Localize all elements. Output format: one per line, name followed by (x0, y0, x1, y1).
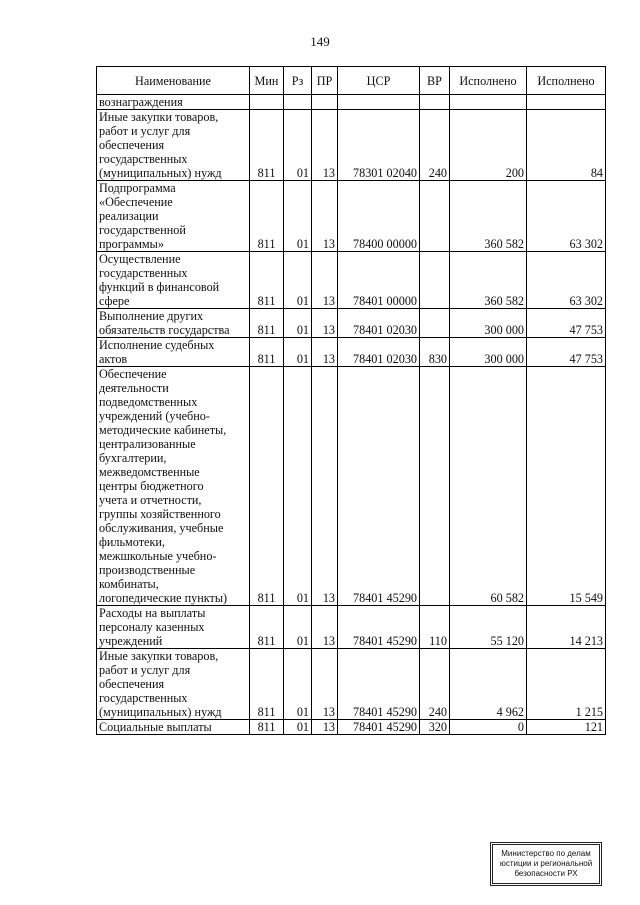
cell-exec2: 84 (527, 110, 606, 181)
table-row (97, 606, 606, 649)
cell-exec2: 14 213 (527, 606, 606, 649)
cell-pr: 13 (312, 110, 338, 181)
header-rz: Рз (284, 67, 312, 95)
cell-rz: 01 (284, 252, 312, 309)
cell-exec2: 121 (527, 720, 606, 735)
cell-csr (338, 95, 420, 110)
cell-pr: 13 (312, 367, 338, 606)
cell-csr: 78401 02030 (338, 309, 420, 338)
cell-name: Исполнение судебных актов (97, 338, 250, 367)
cell-vr (420, 309, 450, 338)
table-row (97, 110, 606, 181)
cell-csr: 78401 45290 (338, 606, 420, 649)
header-csr: ЦСР (338, 67, 420, 95)
header-name: Наименование (97, 67, 250, 95)
cell-rz: 01 (284, 606, 312, 649)
cell-exec1: 4 962 (450, 649, 527, 720)
cell-vr (420, 367, 450, 606)
cell-pr: 13 (312, 649, 338, 720)
table-row (97, 338, 606, 367)
cell-rz: 01 (284, 367, 312, 606)
table-header-row (97, 67, 606, 95)
header-min: Мин (250, 67, 284, 95)
cell-name: Выполнение других обязательств государства (97, 309, 250, 338)
cell-vr (420, 181, 450, 252)
header-vr: ВР (420, 67, 450, 95)
header-pr: ПР (312, 67, 338, 95)
cell-exec1: 55 120 (450, 606, 527, 649)
cell-min: 811 (250, 720, 284, 735)
cell-exec1: 200 (450, 110, 527, 181)
cell-pr: 13 (312, 309, 338, 338)
cell-name: вознаграждения (97, 95, 250, 110)
cell-name: Иные закупки товаров, работ и услуг для обеспечения государственных (муниципальных) нужд (97, 110, 250, 181)
cell-min: 811 (250, 181, 284, 252)
cell-rz: 01 (284, 720, 312, 735)
cell-exec1: 360 582 (450, 252, 527, 309)
cell-csr: 78401 45290 (338, 720, 420, 735)
cell-min: 811 (250, 367, 284, 606)
cell-exec2: 63 302 (527, 181, 606, 252)
cell-vr: 240 (420, 649, 450, 720)
cell-pr: 13 (312, 606, 338, 649)
cell-exec2: 47 753 (527, 338, 606, 367)
cell-min: 811 (250, 649, 284, 720)
table-row (97, 181, 606, 252)
cell-csr: 78401 02030 (338, 338, 420, 367)
cell-vr (420, 252, 450, 309)
table-row (97, 649, 606, 720)
cell-rz (284, 95, 312, 110)
table-body (97, 95, 606, 735)
cell-name: Иные закупки товаров, работ и услуг для обеспечения государственных (муниципальных) нужд (97, 649, 250, 720)
cell-exec1: 60 582 (450, 367, 527, 606)
cell-name: Осуществление государственных функций в финансовой сфере (97, 252, 250, 309)
cell-rz: 01 (284, 649, 312, 720)
cell-min (250, 95, 284, 110)
cell-vr (420, 95, 450, 110)
cell-rz: 01 (284, 309, 312, 338)
cell-csr: 78400 00000 (338, 181, 420, 252)
cell-exec2: 63 302 (527, 252, 606, 309)
budget-table (96, 66, 606, 735)
cell-min: 811 (250, 110, 284, 181)
cell-exec1: 300 000 (450, 338, 527, 367)
cell-exec2 (527, 95, 606, 110)
cell-pr: 13 (312, 720, 338, 735)
cell-exec2: 15 549 (527, 367, 606, 606)
cell-csr: 78401 00000 (338, 252, 420, 309)
cell-exec2: 1 215 (527, 649, 606, 720)
cell-rz: 01 (284, 181, 312, 252)
cell-pr: 13 (312, 252, 338, 309)
table-row (97, 720, 606, 735)
header-exec-1: Исполнено (450, 67, 527, 95)
cell-exec1: 360 582 (450, 181, 527, 252)
cell-vr: 830 (420, 338, 450, 367)
page-number: 149 (310, 34, 330, 49)
table-row (97, 367, 606, 606)
cell-exec1 (450, 95, 527, 110)
cell-pr: 13 (312, 181, 338, 252)
cell-min: 811 (250, 606, 284, 649)
cell-exec2: 47 753 (527, 309, 606, 338)
cell-min: 811 (250, 252, 284, 309)
cell-exec1: 0 (450, 720, 527, 735)
cell-rz: 01 (284, 110, 312, 181)
cell-pr: 13 (312, 338, 338, 367)
cell-csr: 78401 45290 (338, 367, 420, 606)
cell-name: Обеспечение деятельности подведомственных учреждений (учебно- методические кабинеты, централизованные бухгалтерии, межведомственные центры бюджетного учета и отчетности, группы хозяйственного обслуживания, учебные фильмотеки, межшкольные учебно- производственные комбинаты, логопедические пункты) (97, 367, 250, 606)
cell-rz: 01 (284, 338, 312, 367)
table-row (97, 309, 606, 338)
header-exec-2: Исполнено (527, 67, 606, 95)
registration-stamp: Министерство по делам юстиции и региональной безопасности РХ (490, 842, 602, 886)
table-row (97, 252, 606, 309)
cell-name: Расходы на выплаты персоналу казенных учреждений (97, 606, 250, 649)
cell-csr: 78301 02040 (338, 110, 420, 181)
cell-pr (312, 95, 338, 110)
cell-name: Подпрограмма «Обеспечение реализации государственной программы» (97, 181, 250, 252)
cell-exec1: 300 000 (450, 309, 527, 338)
cell-vr: 110 (420, 606, 450, 649)
cell-min: 811 (250, 338, 284, 367)
cell-vr: 240 (420, 110, 450, 181)
cell-csr: 78401 45290 (338, 649, 420, 720)
cell-min: 811 (250, 309, 284, 338)
table-row (97, 95, 606, 110)
cell-name: Социальные выплаты (97, 720, 250, 735)
cell-vr: 320 (420, 720, 450, 735)
